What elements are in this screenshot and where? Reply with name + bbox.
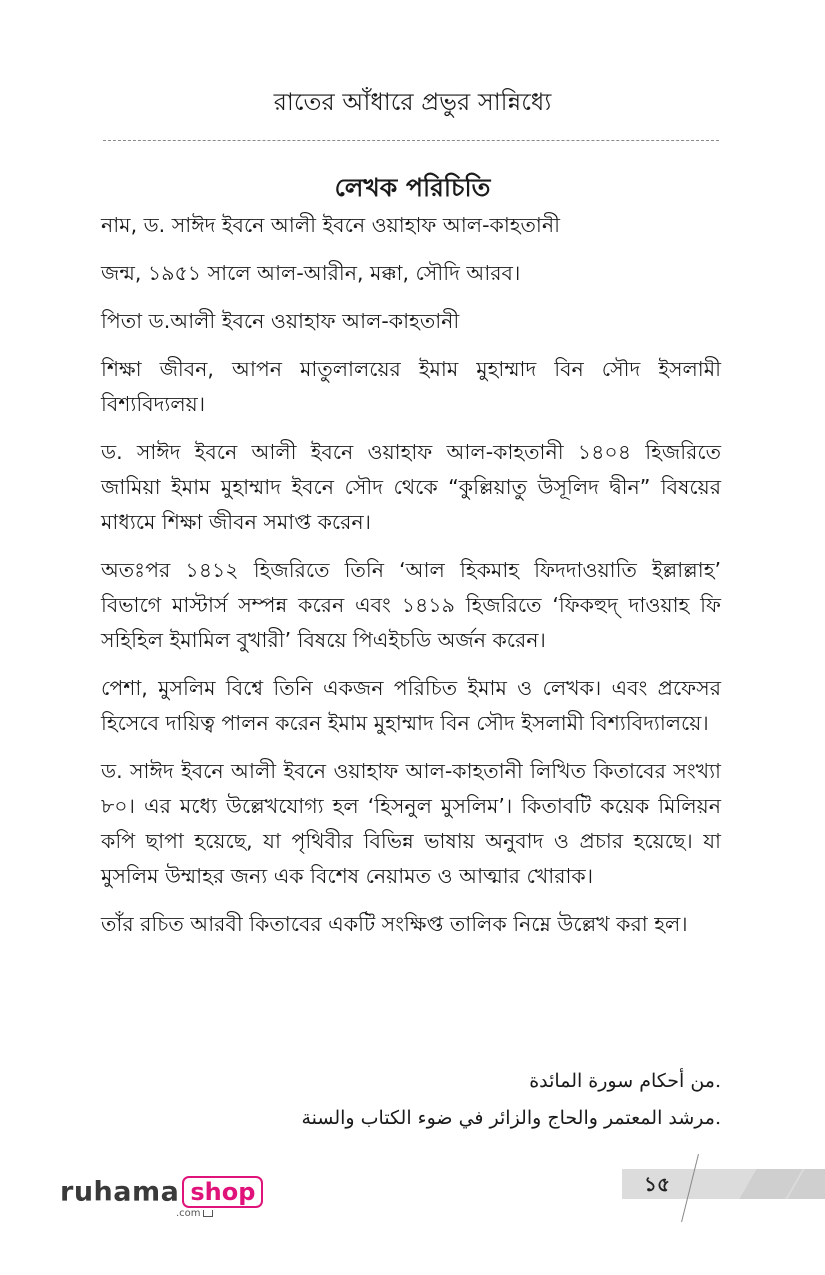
bio-masters-phd: অতঃপর ১৪১২ হিজরিতে তিনি ‘আল হিকমাহ ফিদদাওয়াতি ইল্লাল্লাহ’ বিভাগে মাস্টার্স সম্পন্ন করেন এবং ১৪১৯ হিজরিতে ‘ফিকহুদ্ দাওয়াহ ফি সহিহিল ইমামিল বুখারী’ বিষয়ে পিএইচডি অর্জন করেন। — [101, 558, 721, 652]
running-head-title: রাতের আঁধারে প্রভুর সান্নিধ্যে — [273, 88, 552, 116]
header-divider — [103, 140, 719, 141]
bio-education: শিক্ষা জীবন, আপন মাতুলালয়ের ইমাম মুহাম্মাদ বিন সৌদ ইসলামী বিশ্যবিদ্যলয়। — [101, 357, 721, 416]
arabic-book-title: .من أحكام سورة المائدة — [529, 1070, 721, 1092]
bio-books: ড. সাঈদ ইবনে আলী ইবনে ওয়াহাফ আল-কাহতানী লিখিত কিতাবের সংখ্যা ৮০। এর মধ্যে উল্লেখযোগ্য হল ‘হিসনুল মুসলিম’। কিতাবটি কয়েক মিলিয়ন কপি ছাপা হয়েছে, যা পৃথিবীর বিভিন্ন ভাষায় অনুবাদ ও প্রচার হয়েছে। যা মুসলিম উম্মাহর জন্য এক বিশেষ নেয়ামত ও আত্মার খোরাক। — [101, 759, 721, 888]
cart-icon — [203, 1210, 213, 1217]
bio-name: নাম, ড. সাঈদ ইবনে আলী ইবনে ওয়াহাফ আল-কাহতানী — [101, 213, 560, 237]
bio-father: পিতা ড.আলী ইবনে ওয়াহাফ আল-কাহতানী — [101, 309, 460, 333]
logo-shop-box: shop — [182, 1176, 263, 1208]
author-bio-body — [101, 208, 721, 955]
bio-graduation: ড. সাঈদ ইবনে আলী ইবনে ওয়াহাফ আল-কাহতানী ১৪০৪ হিজরিতে জামিয়া ইমাম মুহাম্মাদ ইবনে সৌদ থেকে “কুল্লিয়াতু উসূলিদ দ্বীন” বিষয়ের মাধ্যমে শিক্ষা জীবন সমাপ্ত করেন। — [101, 440, 721, 534]
logo-domain — [176, 1208, 213, 1219]
section-title: লেখক পরিচিতি — [334, 173, 491, 202]
logo-domain-text: .com — [176, 1208, 201, 1219]
logo-word: ruhama — [60, 1176, 180, 1208]
arabic-book-title: .مرشد المعتمر والحاج والزائر في ضوء الكتاب والسنة — [301, 1107, 721, 1129]
bio-birth: জন্ম, ১৯৫১ সালে আল-আরীন, মক্কা, সৌদি আরব। — [101, 261, 521, 285]
bio-book-list-intro: তাঁর রচিত আরবী কিতাবের একটি সংক্ষিপ্ত তালিক নিম্নে উল্লেখ করা হল। — [101, 912, 688, 936]
ruhamashop-logo — [60, 1176, 263, 1219]
page-number: ১৫ — [644, 1172, 670, 1196]
bio-profession: পেশা, মুসলিম বিশ্বে তিনি একজন পরিচিত ইমাম ও লেখক। এবং প্রফেসর হিসেবে দায়িত্ব পালন করেন ইমাম মুহাম্মাদ বিন সৌদ ইসলামী বিশ্যবিদ্যালয়ে। — [101, 676, 721, 735]
